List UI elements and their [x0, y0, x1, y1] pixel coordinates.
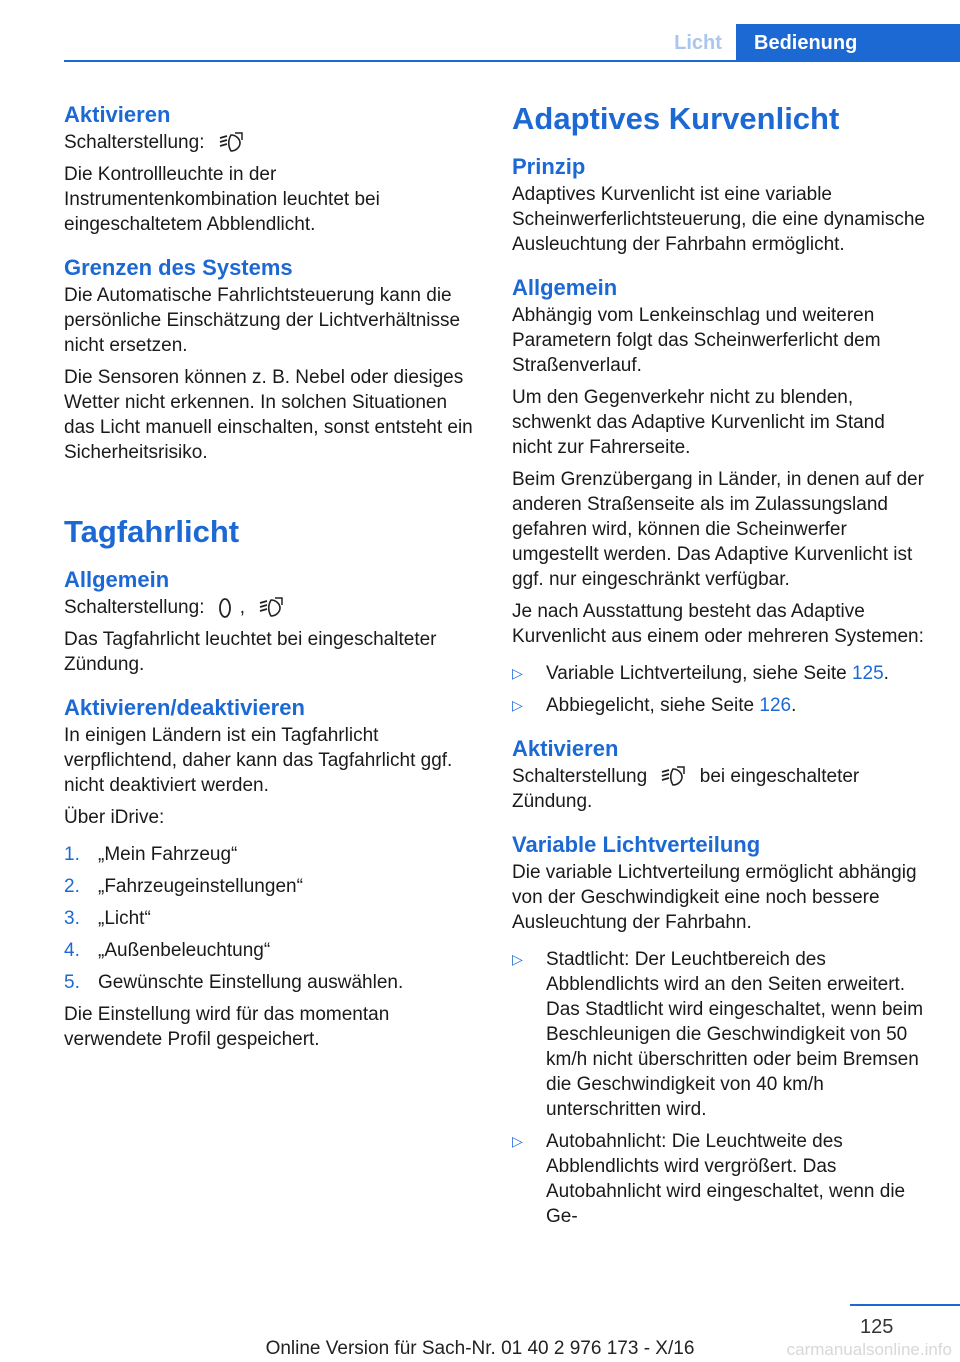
- list-item: 1. „Mein Fahrzeug“: [64, 844, 238, 865]
- variable-list: [512, 947, 930, 1229]
- list-item: ▷ Stadtlicht: Der Leuchtbereich des Abblendlichts wird an den Seiten erweitert. Das Stadtlicht wird eingeschaltet, wenn beim Beschleunigen die Geschwindigkeit von 50 km/h nicht überschritten oder beim Bremsen die Geschwindigkeit von 40 km/h unterschritten wird.: [512, 949, 924, 1120]
- akt-deakt-paragraph-2: Über iDrive:: [64, 807, 165, 828]
- list-item: 4. „Außenbeleuchtung“: [64, 940, 271, 961]
- heading-adaptives-kurvenlicht: Adaptives Kurvenlicht: [512, 101, 840, 136]
- list-item: 2. „Fahrzeugeinstellungen“: [64, 876, 303, 897]
- auto-headlight-icon: [660, 766, 686, 788]
- heading-allgemein-left: Allgemein: [64, 567, 170, 592]
- page-number: 125: [860, 1316, 894, 1338]
- bullet-triangle-icon: ▷: [512, 665, 523, 681]
- aktivieren-text: Die Kontrollleuchte in der Instrumentenkombination leuchtet bei eingeschaltetem Abblendlicht.: [64, 164, 380, 235]
- list-item: ▷ Abbiegelicht, siehe Seite 126.: [512, 695, 797, 716]
- allgemein-paragraph-2: Um den Gegenverkehr nicht zu blenden, schwenkt das Adaptive Kurvenlicht im Stand nicht zur Fahrerseite.: [512, 387, 885, 458]
- systeme-list: [512, 661, 930, 718]
- prinzip-text: Adaptives Kurvenlicht ist eine variable Scheinwerferlichtsteuerung, die eine dynamische Ausleuchtung der Fahrbahn ermöglicht.: [512, 184, 925, 255]
- bullet-triangle-icon: ▷: [512, 1133, 523, 1149]
- akt-deakt-paragraph-1: In einigen Ländern ist ein Tagfahrlicht verpflichtend, daher kann das Tagfahrlicht ggf. nicht deaktiviert werden.: [64, 725, 453, 796]
- left-column: [64, 100, 480, 1059]
- allgemein-text: Das Tagfahrlicht leuchtet bei eingeschalteter Zündung.: [64, 629, 437, 675]
- schalter-line: Schalterstellung:: [64, 130, 480, 155]
- list-item: 5. Gewünschte Einstellung auswählen.: [64, 972, 404, 993]
- page-link-125[interactable]: 125: [851, 663, 884, 684]
- heading-variable-lichtverteilung: Variable Lichtverteilung: [512, 832, 761, 857]
- aktivieren-schalter-text: Schalterstellung bei eingeschalteter Zündung.: [512, 766, 860, 812]
- header-tab-licht[interactable]: Licht: [674, 31, 722, 54]
- heading-prinzip: Prinzip: [512, 154, 586, 179]
- auto-headlight-icon: [258, 597, 284, 619]
- zero-position-icon: [218, 597, 232, 619]
- heading-aktivieren-right: Aktivieren: [512, 736, 619, 761]
- footer-version: Online Version für Sach-Nr. 01 40 2 976 173 - X/16: [265, 1338, 695, 1359]
- page-link-126[interactable]: 126: [759, 695, 792, 716]
- heading-aktivieren: Aktivieren: [64, 102, 171, 127]
- heading-grenzen: Grenzen des Systems: [64, 255, 293, 280]
- heading-allgemein-right: Allgemein: [512, 275, 618, 300]
- list-item: 3. „Licht“: [64, 908, 151, 929]
- bullet-triangle-icon: ▷: [512, 697, 523, 713]
- grenzen-paragraph-2: Die Sensoren können z. B. Nebel oder diesiges Wetter nicht erkennen. In solchen Situationen das Licht manuell einschalten, sonst entsteht ein Sicherheitsrisiko.: [64, 367, 473, 463]
- variable-text: Die variable Lichtverteilung ermöglicht abhängig von der Geschwindigkeit eine noch bessere Ausleuchtung der Fahrbahn.: [512, 862, 917, 933]
- auto-headlight-icon: [218, 132, 244, 154]
- list-item: ▷ Autobahnlicht: Die Leuchtweite des Abblendlichts wird vergrößert. Das Autobahnlicht wird eingeschaltet, wenn die Ge-: [512, 1131, 906, 1227]
- header-tab-bedienung[interactable]: Bedienung: [736, 24, 960, 62]
- footer-rule: [850, 1304, 960, 1306]
- grenzen-paragraph-1: Die Automatische Fahrlichtsteuerung kann die persönliche Einschätzung der Lichtverhältnisse nicht ersetzen.: [64, 285, 461, 356]
- allgemein-paragraph-3: Beim Grenzübergang in Länder, in denen auf der anderen Straßenseite als im Zulassungsland gefahren wird, können die Scheinwerfer umgestellt werden. Das Adaptive Kurvenlicht ist ggf. nur eingeschränkt verfügbar.: [512, 469, 924, 590]
- list-item: ▷ Variable Lichtverteilung, siehe Seite 125.: [512, 663, 889, 684]
- idrive-steps-list: [64, 842, 480, 995]
- heading-tagfahrlicht: Tagfahrlicht: [64, 514, 240, 549]
- heading-aktivieren-deaktivieren: Aktivieren/deaktivieren: [64, 695, 305, 720]
- right-column: [512, 100, 930, 1236]
- allgemein-schalter-line: Schalterstellung: ,: [64, 595, 480, 620]
- allgemein-paragraph-1: Abhängig vom Lenkeinschlag und weiteren Parametern folgt das Scheinwerferlicht dem Straßenverlauf.: [512, 305, 881, 376]
- watermark: carmanualsonline.info: [786, 1340, 952, 1359]
- bullet-triangle-icon: ▷: [512, 951, 523, 967]
- allgemein-paragraph-4: Je nach Ausstattung besteht das Adaptive Kurvenlicht aus einem oder mehreren Systemen:: [512, 601, 924, 647]
- profil-text: Die Einstellung wird für das momentan verwendete Profil gespeichert.: [64, 1004, 390, 1050]
